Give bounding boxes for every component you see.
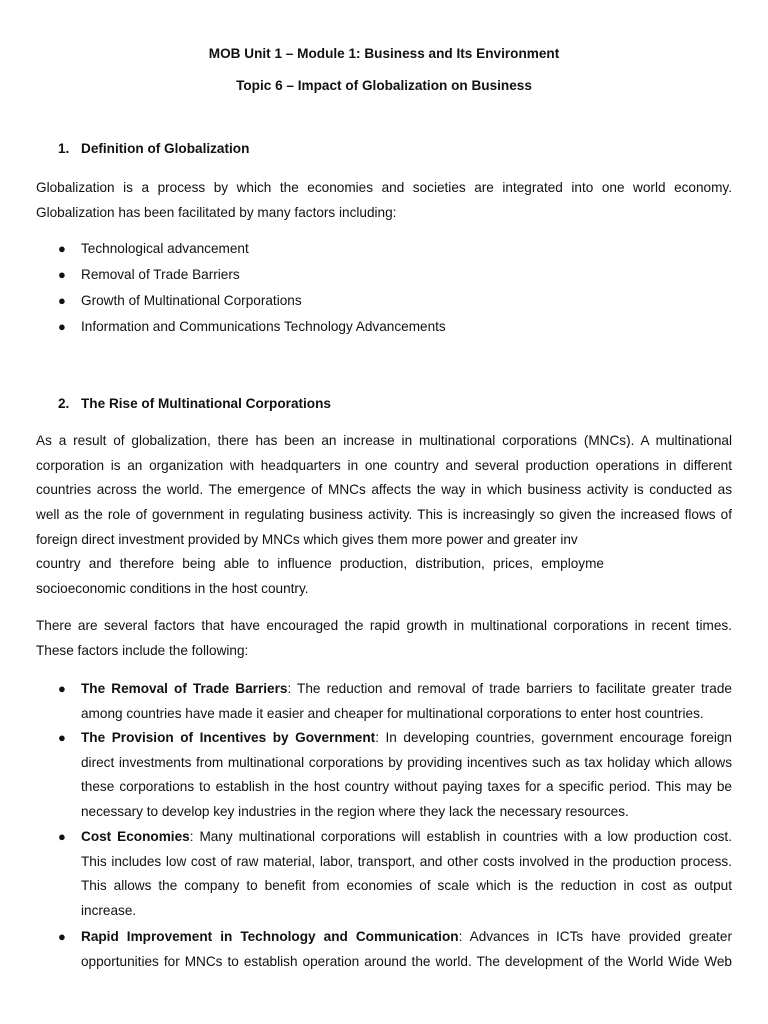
document-page: MOB Unit 1 – Module 1: Business and Its Environment Topic 6 – Impact of Globalization on Business 1. Definition of Globalization Globalization is a process by which the economies and societies are integrated into one world economy. Globalization has been facilitated by many factors including: ● Technological advancement ● Removal of Trade Barriers ● Growth of Multinational Corporations ● Information and Communications Technology Advancements 2. The Rise of Multinational Corporations As a result of globalization, there has been an increase in multinational corporations (MNCs). A multinational corporation is an organization with headquarters in one country and several production operations in different countries across the world. The emergence of MNCs affects the way in which business activity is conducted as well as the role of government in regulating business activity. This is increasingly so given the increased flows of foreign direct investment provided by MNCs which gives them more power and greater inv country and therefore being able to influence production, distribution, prices, employme socioeconomic conditions in the host country. There are several factors that have encouraged the rapid growth in multinational corporations in recent times. These factors include the following: ● The Removal of Trade Barriers: The reduction and removal of trade barriers to facilitate greater trade among countries have made it easier and cheaper for multinational corporations to enter host countries. ● The Provision of Incentives by Government: In developing countries, government encourage foreign direct investments from multinational corporations by providing incentives such as tax holiday which allows these corporations to establish in the host country without paying taxes for a specific period. This may be necessary to develop key industries in the region where they lack the necessary resources. ● Cost Economies: Many multinational corporations will establish in countries with a low production cost. This includes low cost of raw material, labor, transport, and other costs involved in the production process. This allows the company to benefit from economies of scale which is the reduction in cost as output increase. ● Rapid Improvement in Technology and Communication: Advances in ICTs have provided greater opportunities for MNCs to establish operation around the world. The development of the World Wide Web <box>0 0 768 1024</box>
paragraph-line: country and therefore being able to influence production, distribution, prices, employme <box>36 556 604 572</box>
bullet-icon: ● <box>58 241 66 256</box>
section-2-heading <box>58 395 331 413</box>
clipped-region <box>604 528 744 574</box>
paragraph-line: corporation is an organization with headquarters in one country and several production operations in different <box>36 457 732 473</box>
bullet-lead: Cost Economies <box>81 829 190 844</box>
bullet-lead: The Provision of Incentives by Government <box>81 730 376 745</box>
section-1-intro <box>36 176 732 225</box>
section-1-number: 1. <box>58 141 70 156</box>
section-2-paragraph-2 <box>36 614 732 663</box>
paragraph-line: foreign direct investment provided by MNCs which gives them more power and greater inv <box>36 531 578 547</box>
paragraph-line: socioeconomic conditions in the host country. <box>36 581 309 597</box>
bullet-icon: ● <box>58 829 66 844</box>
bullet-icon: ● <box>58 319 66 334</box>
bullet-icon: ● <box>58 681 66 696</box>
bullet-lead: Rapid Improvement in Technology and Communication <box>81 929 459 944</box>
paragraph-line: These factors include the following: <box>36 642 249 658</box>
bullet-icon: ● <box>58 730 66 745</box>
section-1-title: Definition of Globalization <box>81 141 250 156</box>
paragraph-line: Globalization has been facilitated by many factors including: <box>36 204 397 220</box>
bullet-icon: ● <box>58 293 66 308</box>
paragraph-line: well as the role of government in regulating business activity. This is increasingly so given the increased flows of <box>36 507 732 523</box>
bullet-icon: ● <box>58 267 66 282</box>
bullet-icon: ● <box>58 929 66 944</box>
paragraph-line: countries across the world. The emergence of MNCs affects the way in which business activity is conducted as <box>36 482 732 498</box>
section-2-number: 2. <box>58 396 70 411</box>
paragraph-line: There are several factors that have encouraged the rapid growth in multinational corporations in recent times. <box>36 618 732 633</box>
paragraph-line: Globalization is a process by which the economies and societies are integrated into one world economy. <box>36 180 732 195</box>
section-1-heading <box>58 140 249 158</box>
paragraph-line: As a result of globalization, there has been an increase in multinational corporations (MNCs). A multinational <box>36 433 732 448</box>
document-title: MOB Unit 1 – Module 1: Business and Its Environment <box>208 46 560 61</box>
section-2-title: The Rise of Multinational Corporations <box>81 396 331 411</box>
section-2-paragraph-1 <box>36 429 732 602</box>
bullet-lead: The Removal of Trade Barriers <box>81 681 288 696</box>
topic-title: Topic 6 – Impact of Globalization on Business <box>236 78 532 93</box>
